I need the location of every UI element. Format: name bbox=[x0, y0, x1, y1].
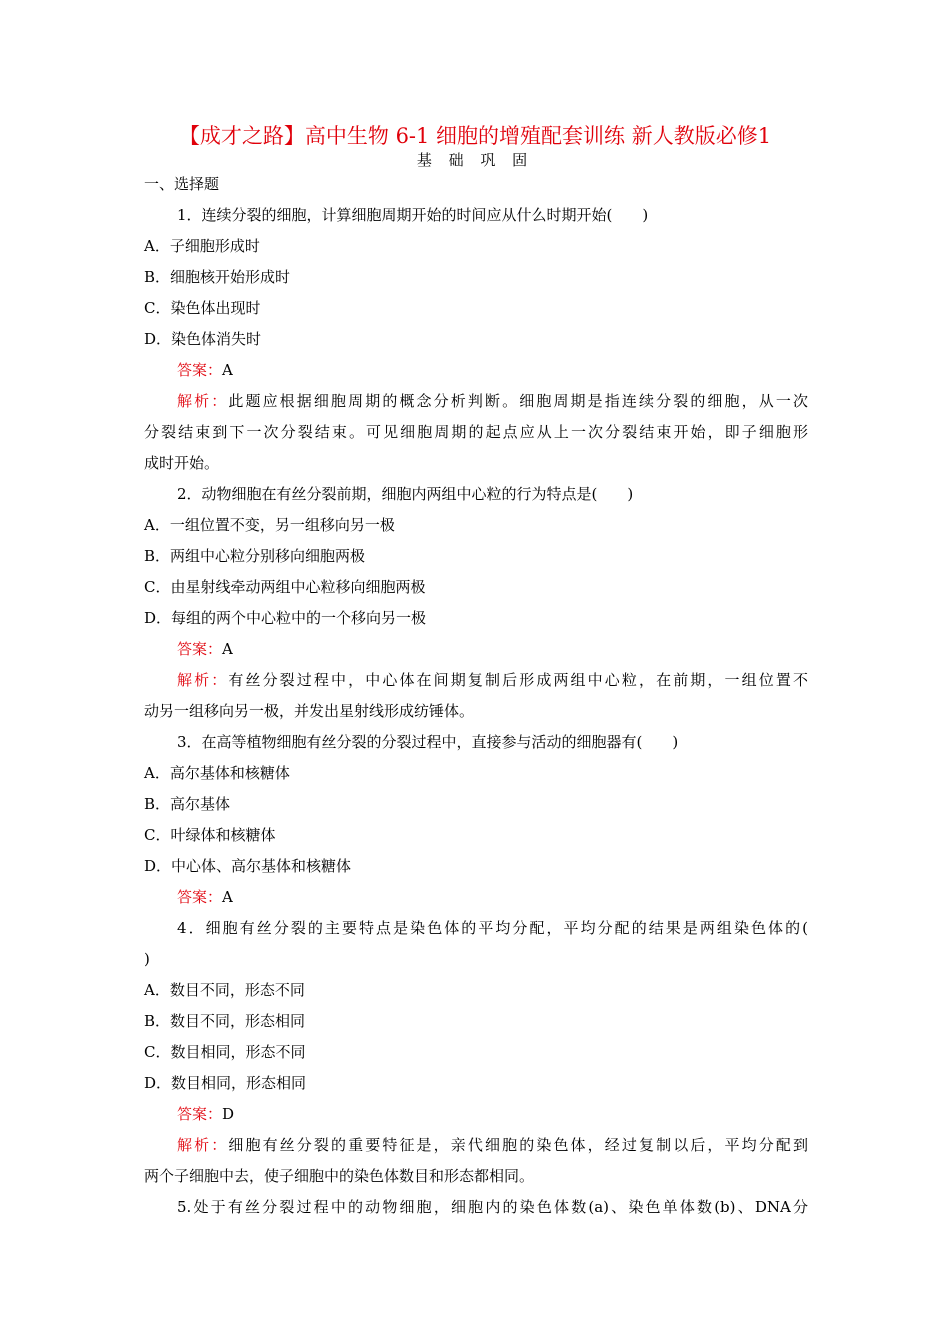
answer-value: A bbox=[222, 888, 233, 906]
analysis-label: 解析： bbox=[177, 392, 229, 410]
question-2-analysis-line bbox=[144, 665, 808, 696]
answer-value: A bbox=[222, 640, 233, 658]
question-4-analysis-line: 两个子细胞中去，使子细胞中的染色体数目和形态都相同。 bbox=[144, 1167, 535, 1185]
question-2-option-d: D．每组的两个中心粒中的一个移向另一极 bbox=[144, 609, 427, 627]
question-1-analysis-line: 成时开始。 bbox=[144, 454, 220, 472]
question-3-stem: 3．在高等植物细胞有丝分裂的分裂过程中，直接参与活动的细胞器有( ) bbox=[177, 733, 679, 751]
answer-value: A bbox=[222, 361, 233, 379]
question-2-option-c: C．由星射线牵动两组中心粒移向细胞两极 bbox=[144, 578, 426, 596]
answer-label: 答案： bbox=[177, 361, 223, 379]
question-3-answer bbox=[144, 882, 808, 913]
question-2-answer bbox=[144, 634, 808, 665]
analysis-label: 解析： bbox=[177, 1136, 229, 1154]
question-3-option-c: C．叶绿体和核糖体 bbox=[144, 826, 276, 844]
question-1-stem: 1．连续分裂的细胞，计算细胞周期开始的时间应从什么时期开始( ) bbox=[177, 206, 649, 224]
answer-label: 答案： bbox=[177, 1105, 223, 1123]
question-4-option-b: B．数目不同，形态相同 bbox=[144, 1012, 306, 1030]
question-1-option-d: D．染色体消失时 bbox=[144, 330, 262, 348]
question-1-option-c: C．染色体出现时 bbox=[144, 299, 261, 317]
answer-value: D bbox=[222, 1105, 235, 1123]
analysis-text: 细胞有丝分裂的重要特征是，亲代细胞的染色体，经过复制以后，平均分配到 bbox=[228, 1136, 808, 1154]
question-4-answer bbox=[144, 1099, 808, 1130]
question-4-option-d: D．数目相同，形态相同 bbox=[144, 1074, 307, 1092]
document-body bbox=[144, 169, 808, 1223]
analysis-text: 有丝分裂过程中，中心体在间期复制后形成两组中心粒，在前期，一组位置不 bbox=[228, 671, 808, 689]
question-1-option-b: B．细胞核开始形成时 bbox=[144, 268, 291, 286]
question-2-option-a: A．一组位置不变，另一组移向另一极 bbox=[144, 516, 395, 534]
analysis-text: 此题应根据细胞周期的概念分析判断。细胞周期是指连续分裂的细胞，从一次 bbox=[228, 392, 808, 410]
question-3-option-b: B．高尔基体 bbox=[144, 795, 231, 813]
question-4-analysis-line bbox=[144, 1130, 808, 1161]
question-3-option-a: A．高尔基体和核糖体 bbox=[144, 764, 290, 782]
question-1-answer bbox=[144, 355, 808, 386]
question-1-analysis-line bbox=[144, 386, 808, 417]
question-5-stem: 5.处于有丝分裂过程中的动物细胞，细胞内的染色体数(a)、染色单体数(b)、DNA分 bbox=[177, 1198, 808, 1216]
question-1-option-a: A．子细胞形成时 bbox=[144, 237, 260, 255]
section-heading: 一、选择题 bbox=[144, 175, 220, 193]
question-2-analysis-line: 动另一组移向另一极，并发出星射线形成纺锤体。 bbox=[144, 702, 475, 720]
page-subtitle: 基 础 巩 固 bbox=[416, 151, 534, 169]
question-2-option-b: B．两组中心粒分别移向细胞两极 bbox=[144, 547, 366, 565]
question-2-stem: 2．动物细胞在有丝分裂前期，细胞内两组中心粒的行为特点是( ) bbox=[177, 485, 634, 503]
page-title: 【成才之路】高中生物 6-1 细胞的增殖配套训练 新人教版必修1 bbox=[178, 124, 772, 148]
answer-label: 答案： bbox=[177, 640, 223, 658]
question-4-stem: 4．细胞有丝分裂的主要特点是染色体的平均分配，平均分配的结果是两组染色体的( bbox=[177, 919, 808, 937]
answer-label: 答案： bbox=[177, 888, 223, 906]
question-4-stem-continued: ) bbox=[144, 950, 150, 968]
question-4-option-c: C．数目相同，形态不同 bbox=[144, 1043, 306, 1061]
question-3-option-d: D．中心体、高尔基体和核糖体 bbox=[144, 857, 352, 875]
question-4-option-a: A．数目不同，形态不同 bbox=[144, 981, 305, 999]
question-1-analysis-line: 分裂结束到下一次分裂结束。可见细胞周期的起点应从上一次分裂结束开始，即子细胞形 bbox=[144, 423, 808, 441]
analysis-label: 解析： bbox=[177, 671, 229, 689]
